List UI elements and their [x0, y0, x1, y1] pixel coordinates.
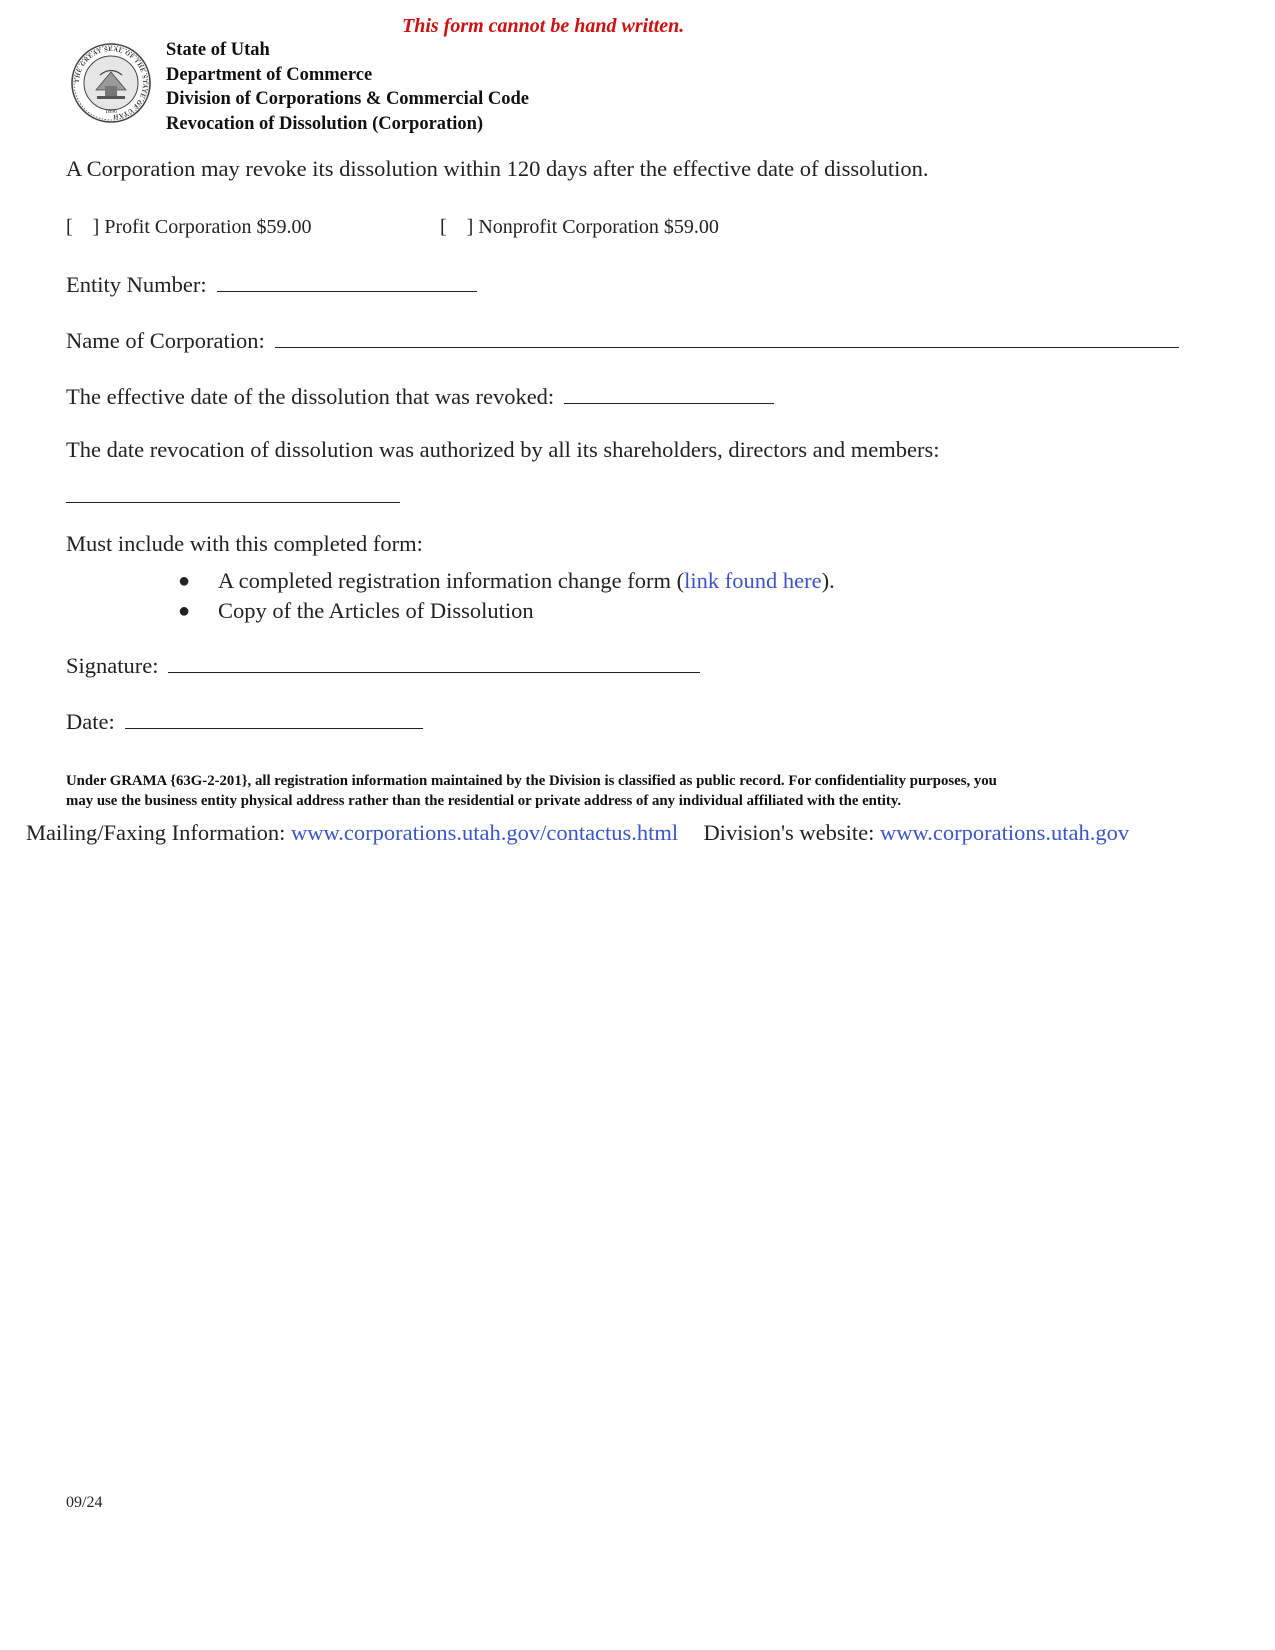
- header-state: State of Utah: [166, 40, 270, 60]
- form-revision-code: 09/24: [66, 1494, 103, 1511]
- mailing-label: Mailing/Faxing Information:: [26, 820, 286, 845]
- requirements-heading: Must include with this completed form:: [66, 531, 423, 556]
- signature-row: [66, 650, 700, 679]
- seal-year: 1896: [105, 109, 117, 115]
- authorized-date-field[interactable]: [66, 480, 400, 503]
- entity-number-field[interactable]: [217, 269, 477, 292]
- handwritten-warning: This form cannot be hand written.: [402, 15, 685, 37]
- form-title: Revocation of Dissolution (Corporation): [166, 113, 484, 134]
- signature-field[interactable]: [168, 650, 700, 673]
- utah-state-seal-icon: [70, 42, 152, 124]
- nonprofit-corporation-option[interactable]: [440, 216, 719, 239]
- website-label: Division's website:: [703, 820, 875, 845]
- effective-date-label: The effective date of the dissolution that was revoked:: [66, 384, 555, 409]
- mailing-info: [26, 820, 1129, 846]
- date-row: [66, 706, 423, 735]
- profit-label: Profit Corporation $59.00: [104, 216, 312, 238]
- header-division: Division of Corporations & Commercial Code: [166, 89, 529, 109]
- intro-text: A Corporation may revoke its dissolution within 120 days after the effective date of dissolution.: [66, 156, 929, 181]
- registration-change-form-link[interactable]: link found here: [684, 568, 822, 593]
- corporation-name-field[interactable]: [275, 325, 1179, 348]
- profit-checkbox[interactable]: [ ]: [66, 216, 100, 238]
- website-link[interactable]: www.corporations.utah.gov: [880, 820, 1130, 845]
- nonprofit-label: Nonprofit Corporation $59.00: [478, 216, 719, 238]
- entity-number-row: [66, 269, 477, 298]
- list-item: ● Copy of the Articles of Dissolution: [178, 596, 835, 626]
- requirements-list: [178, 566, 835, 626]
- header-department: Department of Commerce: [166, 64, 373, 85]
- corporation-name-label: Name of Corporation:: [66, 328, 265, 353]
- agency-header: [166, 38, 529, 136]
- list-item: ● A completed registration information change form (link found here).: [178, 566, 835, 596]
- authorized-date-label: The date revocation of dissolution was authorized by all its shareholders, directors and members:: [66, 437, 940, 462]
- seal-text: THE GREAT SEAL OF THE STATE OF UTAH: [73, 45, 149, 121]
- corporation-name-row: [66, 325, 1179, 354]
- entity-number-label: Entity Number:: [66, 272, 207, 297]
- signature-label: Signature:: [66, 653, 159, 678]
- date-field[interactable]: [125, 706, 423, 729]
- bullet-icon: ●: [178, 570, 191, 592]
- nonprofit-checkbox[interactable]: [ ]: [440, 216, 474, 238]
- effective-date-field[interactable]: [564, 381, 774, 404]
- bullet-icon: ●: [178, 600, 191, 622]
- contact-link[interactable]: www.corporations.utah.gov/contactus.html: [290, 820, 679, 845]
- date-label: Date:: [66, 709, 115, 734]
- grama-notice: Under GRAMA {63G-2-201}, all registration information maintained by the Division is classified as public record. For confidentiality purposes, you may use the business entity physical address rather than the residential or private address of any individual affiliated with the entity.: [66, 773, 997, 809]
- effective-date-row: [66, 381, 774, 410]
- profit-corporation-option[interactable]: [66, 216, 312, 239]
